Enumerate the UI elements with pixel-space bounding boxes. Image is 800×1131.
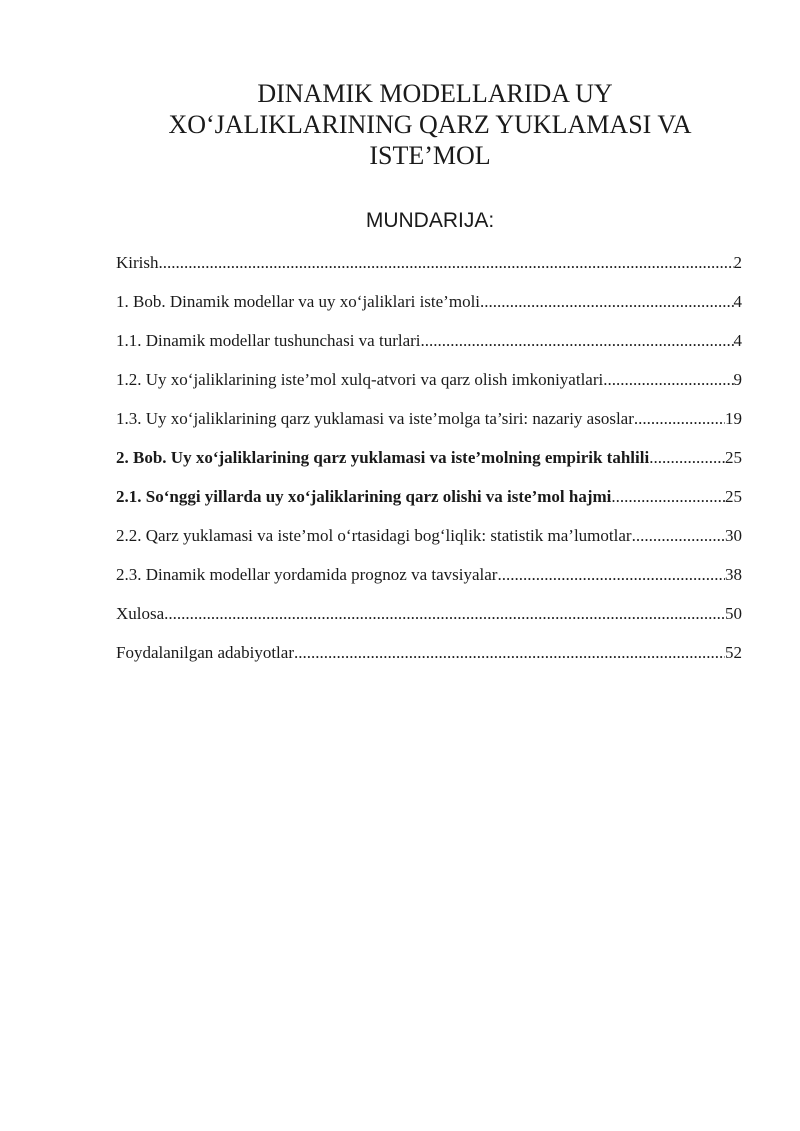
toc-dot-leader — [649, 445, 725, 471]
toc-page-number: 4 — [733, 292, 742, 311]
toc-entry-label: 1. Bob. Dinamik modellar va uy xo‘jaliklari iste’moli — [116, 292, 481, 311]
toc-page-number: 25 — [725, 487, 742, 506]
toc-entry-label: 1.1. Dinamik modellar tushunchasi va turlari — [116, 331, 421, 350]
toc-entry-label: 2.2. Qarz yuklamasi va iste’mol o‘rtasidagi bog‘liqlik: statistik ma’lumotlar — [116, 526, 632, 545]
toc-heading: MUNDARIJA: — [365, 209, 495, 232]
toc-entry[interactable] — [116, 562, 742, 601]
toc-entry-label: Xulosa — [116, 604, 165, 623]
toc-page-number: 25 — [725, 448, 742, 467]
toc-entry[interactable] — [116, 484, 742, 523]
title-line-2: XO‘JALIKLARINING QARZ YUKLAMASI VA — [168, 110, 692, 139]
toc-dot-leader — [611, 484, 725, 510]
toc-entry-label: 2.3. Dinamik modellar yordamida prognoz va tavsiyalar — [116, 565, 498, 584]
toc-dot-leader — [497, 562, 725, 588]
toc-entry[interactable] — [116, 445, 742, 484]
table-of-contents — [116, 250, 742, 679]
toc-entry-label: 2. Bob. Uy xo‘jaliklarining qarz yuklamasi va iste’molning empirik tahlili — [116, 448, 650, 467]
toc-entry-label: 1.2. Uy xo‘jaliklarining iste’mol xulq-atvori va qarz olish imkoniyatlari — [116, 370, 604, 389]
toc-entry[interactable] — [116, 328, 742, 367]
toc-entry[interactable] — [116, 523, 742, 562]
toc-page-number: 30 — [725, 526, 742, 545]
toc-dot-leader — [421, 328, 734, 354]
toc-dot-leader — [159, 250, 734, 276]
toc-entry-label: 2.1. So‘nggi yillarda uy xo‘jaliklarining qarz olishi va iste’mol hajmi — [116, 487, 612, 506]
toc-dot-leader — [164, 601, 725, 627]
toc-page-number: 9 — [733, 370, 742, 389]
toc-page-number: 19 — [725, 409, 742, 428]
toc-dot-leader — [632, 523, 725, 549]
toc-dot-leader — [603, 367, 733, 393]
toc-page-number: 4 — [733, 331, 742, 350]
toc-entry[interactable] — [116, 367, 742, 406]
toc-entry-label: 1.3. Uy xo‘jaliklarining qarz yuklamasi va iste’molga ta’siri: nazariy asoslar — [116, 409, 634, 428]
toc-entry[interactable] — [116, 250, 742, 289]
document-title — [110, 78, 750, 171]
toc-page-number: 2 — [733, 253, 742, 272]
toc-dot-leader — [480, 289, 733, 315]
toc-entry[interactable] — [116, 640, 742, 679]
toc-entry-label: Kirish — [116, 253, 159, 272]
toc-page-number: 38 — [725, 565, 742, 584]
toc-entry-label: Foydalanilgan adabiyotlar — [116, 643, 294, 662]
toc-dot-leader — [294, 640, 725, 666]
toc-entry[interactable] — [116, 406, 742, 445]
toc-dot-leader — [634, 406, 725, 432]
title-line-3: ISTE’MOL — [369, 141, 491, 170]
toc-page-number: 50 — [725, 604, 742, 623]
toc-entry[interactable] — [116, 289, 742, 328]
title-line-1: DINAMIK MODELLARIDA UY — [257, 79, 613, 108]
toc-entry[interactable] — [116, 601, 742, 640]
toc-page-number: 52 — [725, 643, 742, 662]
